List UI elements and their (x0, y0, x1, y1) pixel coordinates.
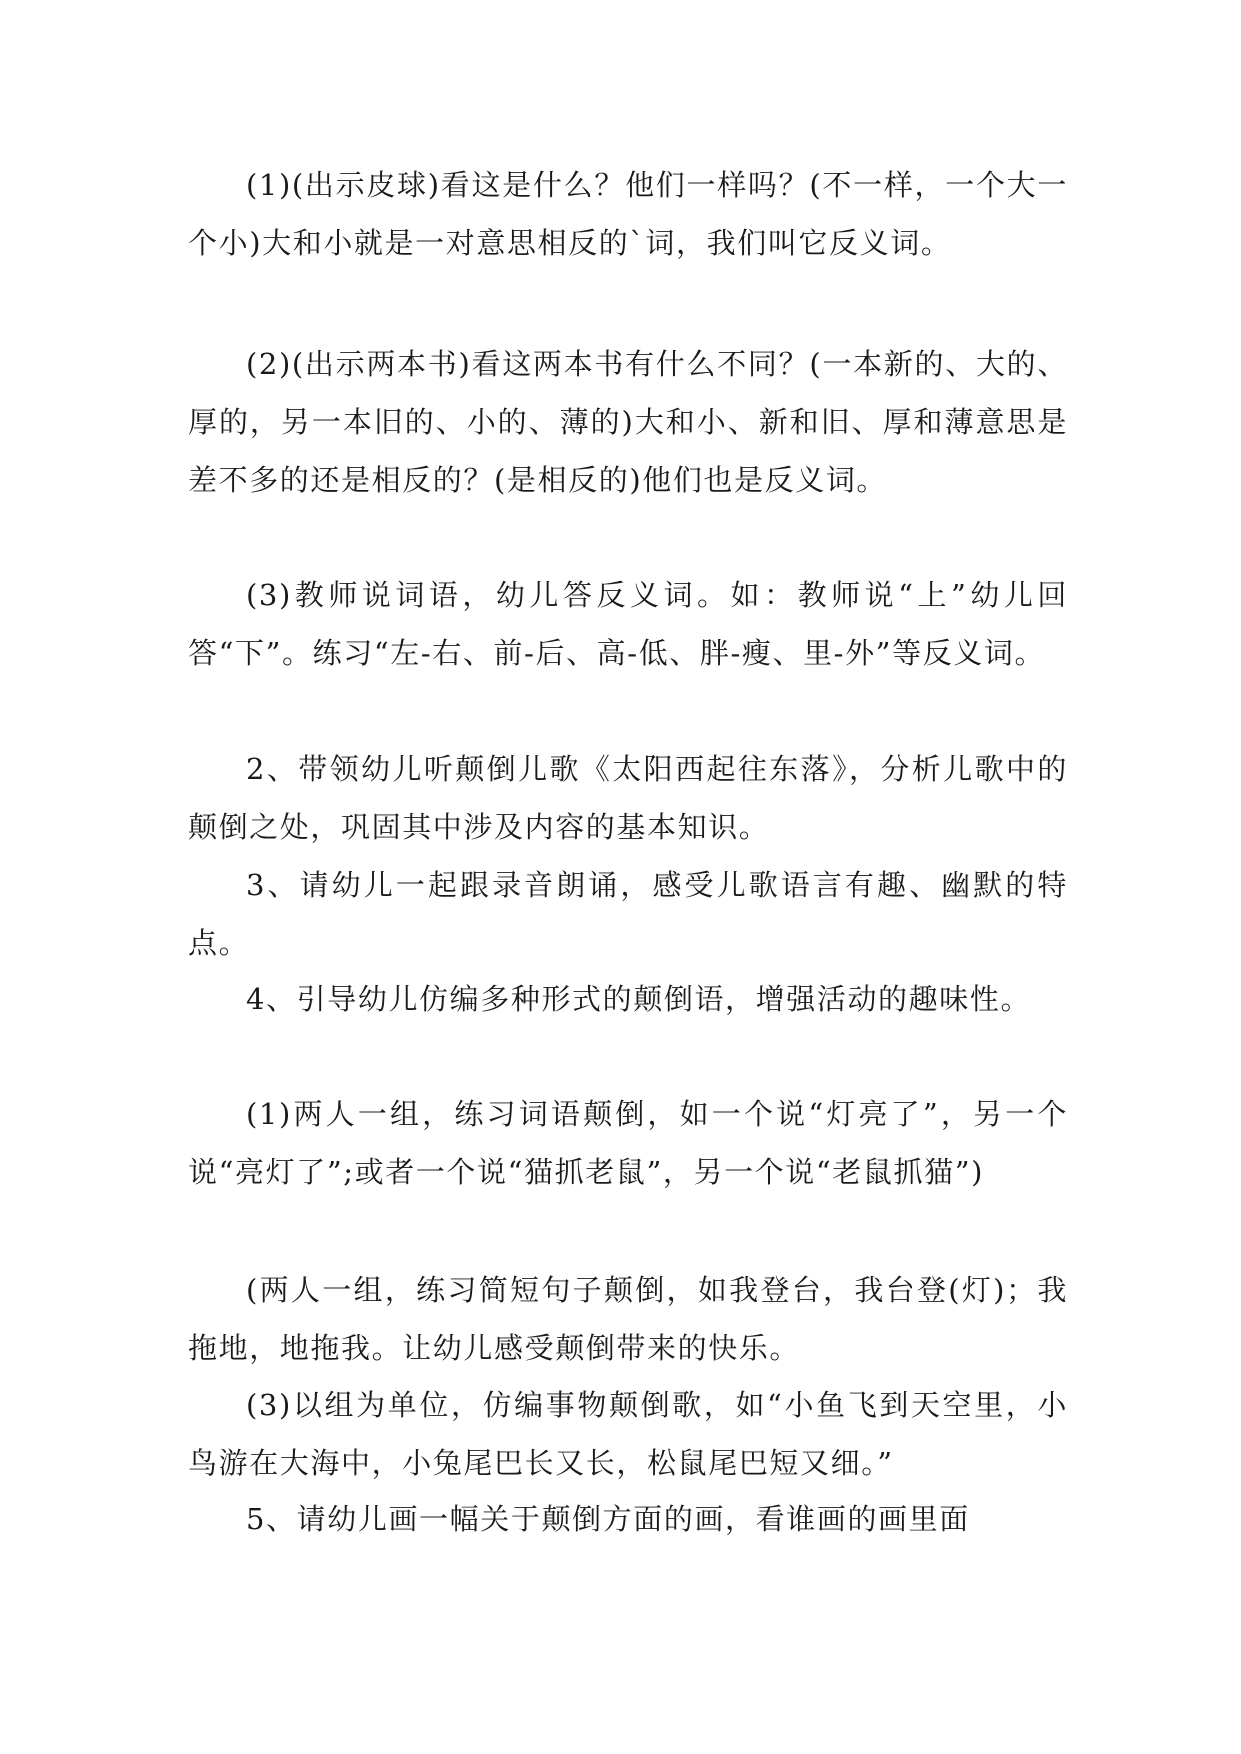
paragraph-step-4-1: (1)两人一组，练习词语颠倒，如一个说“灯亮了”，另一个说“亮灯了”;或者一个说“猫抓老鼠”，另一个说“老鼠抓猫”) (188, 1097, 1068, 1189)
paragraph-step-5: 5、请幼儿画一幅关于颠倒方面的画，看谁画的画里面 (246, 1502, 970, 1536)
paragraph-step-1-2: (2)(出示两本书)看这两本书有什么不同？(一本新的、大的、厚的，另一本旧的、小的、薄的)大和小、新和旧、厚和薄意思是差不多的还是相反的？(是相反的)他们也是反义词。 (188, 347, 1068, 497)
paragraph-step-4-3: (3)以组为单位，仿编事物颠倒歌，如“小鱼飞到天空里，小鸟游在大海中，小兔尾巴长又长，松鼠尾巴短又细。” (188, 1388, 1068, 1480)
paragraph-step-4: 4、引导幼儿仿编多种形式的颠倒语，增强活动的趣味性。 (246, 982, 1032, 1016)
paragraph-step-1-3: (3)教师说词语，幼儿答反义词。如：教师说“上”幼儿回答“下”。练习“左-右、前-后、高-低、胖-瘦、里-外”等反义词。 (188, 578, 1068, 670)
paragraph-step-4-2: (两人一组，练习简短句子颠倒，如我登台，我台登(灯)；我拖地，地拖我。让幼儿感受颠倒带来的快乐。 (188, 1273, 1068, 1365)
paragraph-step-2: 2、带领幼儿听颠倒儿歌《太阳西起往东落》，分析儿歌中的颠倒之处，巩固其中涉及内容的基本知识。 (188, 752, 1068, 844)
paragraph-step-1-1: (1)(出示皮球)看这是什么？他们一样吗？(不一样，一个大一个小)大和小就是一对意思相反的`词，我们叫它反义词。 (188, 168, 1068, 260)
paragraph-step-3: 3、请幼儿一起跟录音朗诵，感受儿歌语言有趣、幽默的特点。 (188, 868, 1068, 960)
